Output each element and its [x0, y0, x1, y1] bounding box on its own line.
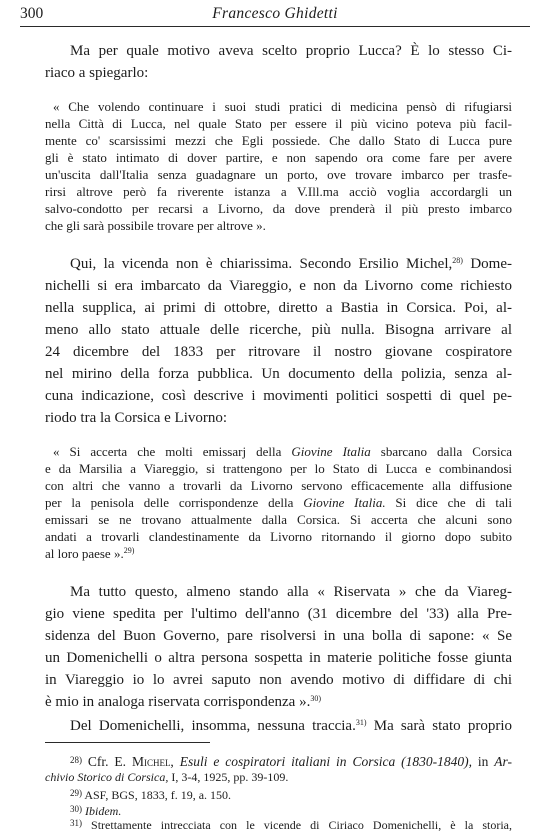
paragraph-3-line-2: gio viene spedita per l'ultimo dell'anno (31 dicembre del '33) alla Pre-: [45, 606, 512, 622]
footnote-28-line-2: chivio Storico di Corsica, I, 3-4, 1925, pp. 39-109.: [45, 770, 289, 784]
quote-2-line-6: andati a trovarli clandestinamente da Livorno ritornando il giorno dopo subito: [45, 529, 512, 544]
header-rule: [20, 26, 530, 27]
paragraph-2-line-4: meno allo stato attuale delle ricerche, più nulla. Bisogna arrivare al: [45, 322, 512, 338]
paragraph-2-line-1: Qui, la vicenda non è chiarissima. Secondo Ersilio Michel,$^{28)}$ Dome-: [70, 256, 512, 272]
paragraph-1-line-2: riaco a spiegarlo:: [45, 65, 149, 81]
running-header: [20, 5, 530, 27]
running-head-author: Francesco Ghidetti: [212, 5, 338, 22]
footnote-ref-28: 28): [452, 256, 463, 265]
quote-1-line-8: che gli sarà possibile trovare per altrove ».: [45, 218, 266, 233]
footnote-rule: [45, 742, 210, 743]
paragraph-3-line-4: un Domenichelli o altra persona sospetta in materie politiche fosse giunta: [45, 650, 512, 666]
footnote-29: $^{29)}$ ASF, BGS, 1833, f. 19, a. 150.: [70, 788, 232, 802]
paragraph-2-line-7: cuna indicazione, così descrive i movimenti politici sospetti di quel pe-: [45, 388, 512, 404]
footnote-ref-30: 30): [310, 694, 321, 703]
footnote-30: $^{30)}$ Ibidem.: [70, 804, 122, 818]
quote-2-line-4: per la penisola delle corrispondenze della Giovine Italia. Si dice che di tali: [45, 495, 512, 510]
paragraph-2-line-8: riodo tra la Corsica e Livorno:: [45, 410, 228, 426]
quote-2-line-2: e da Marsilia a Viareggio, si trattengono per lo Stato di Lucca e combinandosi: [45, 461, 512, 476]
footnote-28-line-1: $^{28)}$ Cfr. E. Michel, Esuli e cospiratori italiani in Corsica (1830-1840), in Ar-: [70, 754, 512, 769]
quote-2-line-5: emissari se ne trovano attualmente dalla Corsica. Si accerta che alcuni sono: [45, 512, 512, 527]
quote-2-line-3: con altri che vanno a trovarli da Livorno servono efficacemente alla diffusione: [45, 478, 512, 493]
paragraph-2-line-6: nel mirino della forza pubblica. Un documento della polizia, senza al-: [45, 366, 512, 382]
page-number: 300: [20, 5, 44, 22]
quote-1-line-7: salvo-condotto per recarsi a Livorno, da dove prenderà il più presto imbarco: [45, 201, 512, 216]
paragraph-1-line-1: Ma per quale motivo aveva scelto proprio Lucca? È lo stesso Ci-: [70, 43, 512, 59]
paragraph-2-line-3: nella supplica, ai primi di ottobre, diretto a Bastia in Corsica. Poi, al-: [45, 300, 512, 316]
paragraph-2-line-2: nichelli si era imbarcato da Viareggio, e non da Livorno come richiesto: [45, 278, 512, 294]
quote-1-line-6: rirsi altrove però fa riverente istanza a V.Ill.ma acciò voglia accordargli un: [45, 184, 512, 199]
quote-1-line-5: un'uscita dall'Italia senza guadagnare un porto, ove trovare imbarco per trasfe-: [45, 167, 512, 182]
footnote-ref-31: 31): [355, 718, 367, 727]
quote-1-line-4: gli è stato intimato di dover partire, e non sapendo ora come fare per avere: [45, 150, 512, 165]
paragraph-3-line-5: in Viareggio io lo avrei saputo non avendo motivo di diffidare di chi: [45, 672, 512, 688]
quote-1-line-2: nella Città di Lucca, nel quale Stato per essere il più vicino poteva più facil-: [45, 116, 512, 131]
paragraph-3-line-6: è mio in analoga riservata corrispondenza ».$^{30)}$: [45, 694, 321, 710]
quote-1-line-1: « Che volendo continuare i suoi studi pratici di medicina pensò di rifugiarsi: [53, 99, 512, 114]
footnote-31: $^{31)}$ Strettamente intrecciata con le vicende di Ciriaco Domenichelli, è la storia,: [70, 818, 512, 832]
paragraph-3-line-3: sidenza del Buon Governo, pare risolversi in una bolla di sapone: « Se: [45, 628, 512, 644]
paragraph-4-line-1: Del Domenichelli, insomma, nessuna traccia.$^{31)}$ Ma sarà stato proprio: [70, 718, 512, 734]
paragraph-2-line-5: 24 dicembre del 1833 per ritrovare il nostro giovane cospiratore: [45, 344, 512, 360]
paragraph-3-line-1: Ma tutto questo, almeno stando alla « Riservata » che da Viareg-: [70, 584, 512, 600]
quote-2-line-1: « Si accerta che molti emissarj della Giovine Italia sbarcano dalla Corsica: [53, 444, 512, 459]
quote-1-line-3: mente co' scarsissimi mezzi che Egli possiede. Che dallo Stato di Lucca pure: [45, 133, 512, 148]
footnote-ref-29: 29): [123, 546, 135, 555]
quote-2-line-7: al loro paese ».$^{29)}$: [45, 546, 135, 561]
